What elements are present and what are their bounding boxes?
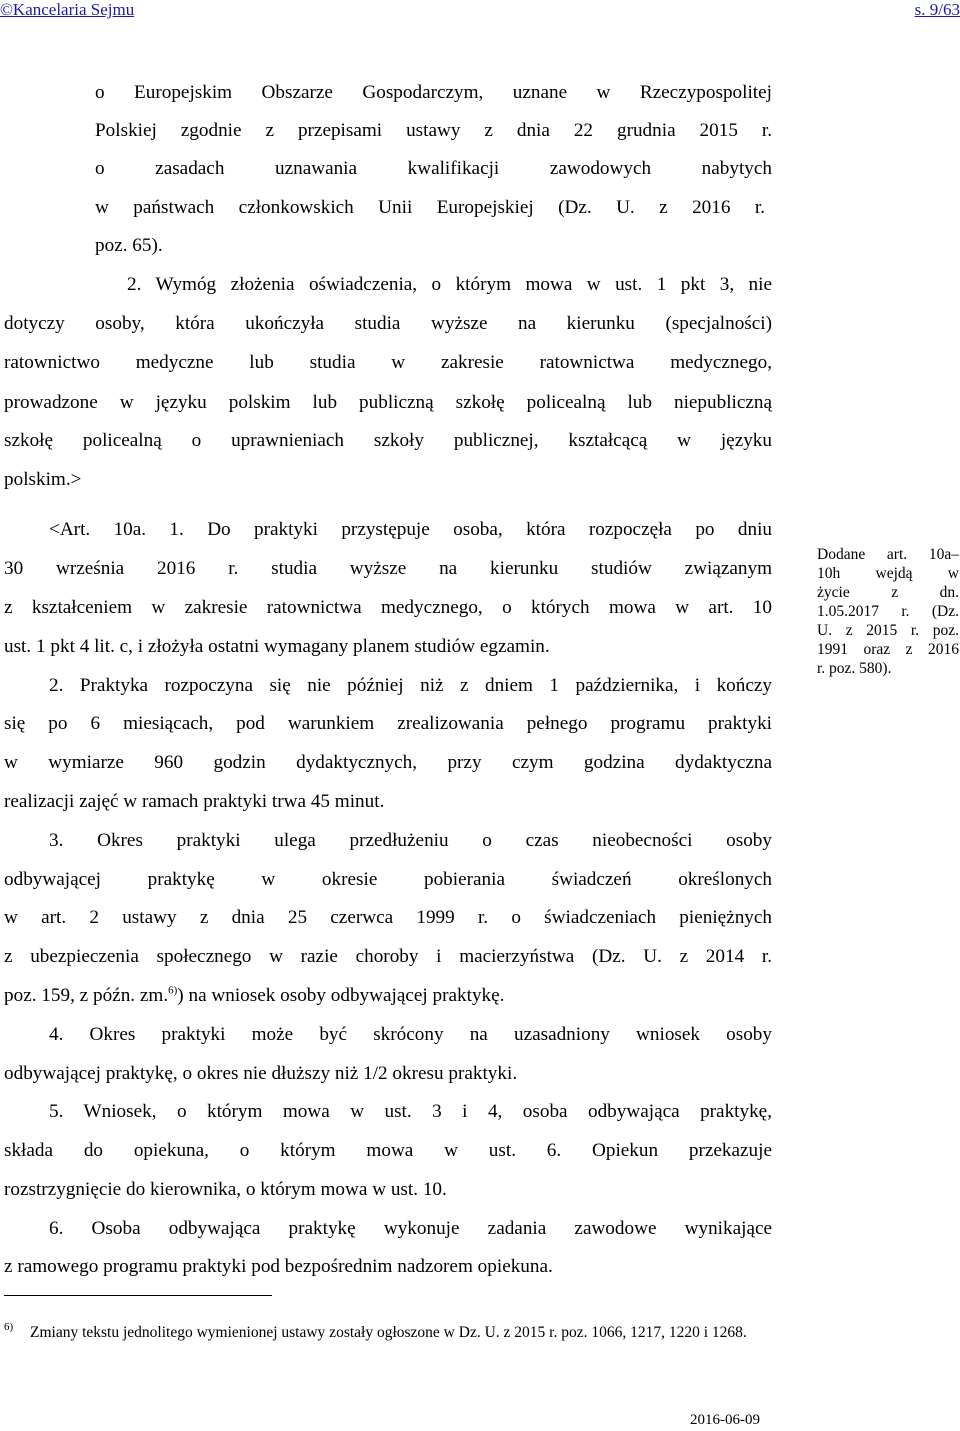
page-number-link[interactable]: s. 9/63 xyxy=(914,0,960,19)
body-line: w art. 2 ustawy z dnia 25 czerwca 1999 r. o świadczeniach pieniężnych xyxy=(4,907,772,928)
margin-note-line: r. poz. 580). xyxy=(817,660,892,677)
page-header xyxy=(0,0,960,22)
paragraph-start: 3. Okres praktyki ulega przedłużeniu o czas nieobecności osoby xyxy=(49,830,772,851)
body-line: o zasadach uznawania kwalifikacji zawodowych nabytych xyxy=(95,158,772,179)
margin-note-line: 10h wejdą w xyxy=(817,565,959,582)
body-line: odbywającej praktykę w okresie pobierania świadczeń określonych xyxy=(4,869,772,890)
paragraph-start: 6. Osoba odbywająca praktykę wykonuje zadania zawodowe wynikające xyxy=(49,1218,772,1239)
body-line: Polskiej zgodnie z przepisami ustawy z dnia 22 grudnia 2015 r. xyxy=(95,120,772,141)
footnote-mark: 6) xyxy=(4,1321,14,1333)
body-line: rozstrzygnięcie do kierownika, o którym mowa w ust. 10. xyxy=(4,1179,447,1200)
body-line: szkołę policealną o uprawnieniach szkoły publicznej, kształcącą w języku xyxy=(4,430,772,451)
body-line: w państwach członkowskich Unii Europejskiej (Dz. U. z 2016 r. xyxy=(95,197,765,218)
body-line: dotyczy osoby, która ukończyła studia wyższe na kierunku (specjalności) xyxy=(4,313,772,334)
body-line-with-footnote xyxy=(4,983,772,1009)
body-line: poz. 65). xyxy=(95,235,163,256)
paragraph-start: 5. Wniosek, o którym mowa w ust. 3 i 4, osoba odbywająca praktykę, xyxy=(49,1101,772,1122)
body-line: w wymiarze 960 godzin dydaktycznych, przy czym godzina dydaktyczna xyxy=(4,752,772,773)
body-text: poz. 159, z późn. zm. xyxy=(4,985,169,1006)
article-10a-start: <Art. 10a. 1. Do praktyki przystępuje osoba, która rozpoczęła po dniu xyxy=(49,519,772,540)
footnote-reference[interactable]: 6) xyxy=(168,984,178,997)
paragraph-start: 2. Praktyka rozpoczyna się nie później niż z dniem 1 października, i kończy xyxy=(49,675,772,696)
paragraph-2-start: 2. Wymóg złożenia oświadczenia, o którym mowa w ust. 1 pkt 3, nie xyxy=(127,274,772,295)
body-line: realizacji zajęć w ramach praktyki trwa 45 minut. xyxy=(4,791,385,812)
footnote-separator xyxy=(4,1295,272,1296)
body-line: z kształceniem w zakresie ratownictwa medycznego, o których mowa w art. 10 xyxy=(4,597,772,618)
body-line: się po 6 miesiącach, pod warunkiem zrealizowania pełnego programu praktyki xyxy=(4,713,772,734)
body-line: składa do opiekuna, o którym mowa w ust. 6. Opiekun przekazuje xyxy=(4,1140,772,1161)
margin-note-line: U. z 2015 r. poz. xyxy=(817,622,959,639)
body-line: 30 września 2016 r. studia wyższe na kierunku studiów związanym xyxy=(4,558,772,579)
margin-note-line: 1.05.2017 r. (Dz. xyxy=(817,603,959,620)
paragraph-start: 4. Okres praktyki może być skrócony na uzasadniony wniosek osoby xyxy=(49,1024,772,1045)
body-line: z ubezpieczenia społecznego w razie choroby i macierzyństwa (Dz. U. z 2014 r. xyxy=(4,946,772,967)
margin-note-line: życie z dn. xyxy=(817,584,959,601)
body-line: z ramowego programu praktyki pod bezpośrednim nadzorem opiekuna. xyxy=(4,1256,553,1277)
body-line: odbywającej praktykę, o okres nie dłuższy niż 1/2 okresu praktyki. xyxy=(4,1063,518,1084)
body-text: ) na wniosek osoby odbywającej praktykę. xyxy=(177,985,505,1006)
body-line: ratownictwo medyczne lub studia w zakresie ratownictwa medycznego, xyxy=(4,352,772,373)
body-line: ust. 1 pkt 4 lit. c, i złożyła ostatni wymagany planem studiów egzamin. xyxy=(4,636,550,657)
footnote-text: Zmiany tekstu jednolitego wymienionej ustawy zostały ogłoszone w Dz. U. z 2015 r. poz. 1066, 1217, 1220 i 1268. xyxy=(30,1324,747,1341)
body-line: prowadzone w języku polskim lub publiczną szkołę policealną lub niepubliczną xyxy=(4,392,772,413)
source-link[interactable]: ©Kancelaria Sejmu xyxy=(0,0,135,19)
margin-note-line: Dodane art. 10a– xyxy=(817,546,959,563)
margin-note xyxy=(817,545,959,678)
body-line: o Europejskim Obszarze Gospodarczym, uznane w Rzeczypospolitej xyxy=(95,82,772,103)
margin-note-line: 1991 oraz z 2016 xyxy=(817,641,959,658)
body-line: polskim.> xyxy=(4,469,82,490)
footer-date: 2016-06-09 xyxy=(690,1412,760,1428)
